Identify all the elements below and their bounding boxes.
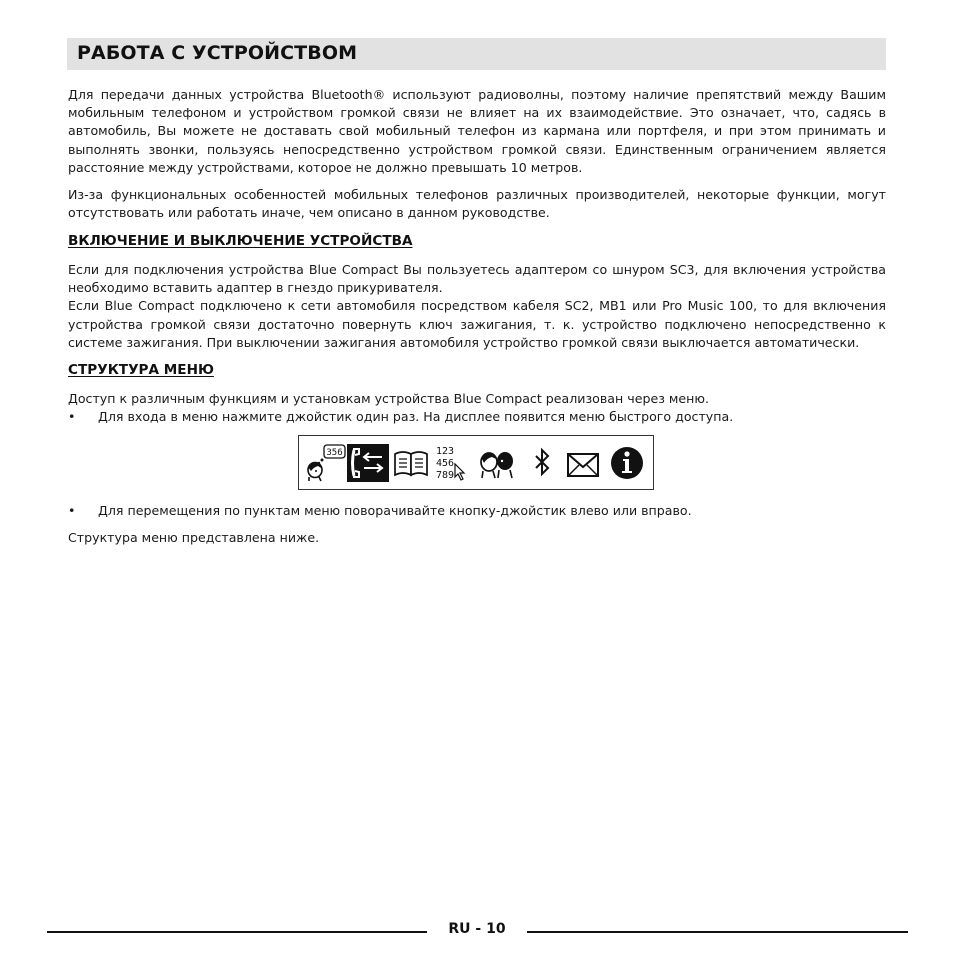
menu-display [298,435,654,490]
footer-rule-left [47,931,427,933]
call-log-icon [347,444,389,482]
bullet-text: Для входа в меню нажмите джойстик один раз. На дисплее появится меню быстрого доступа. [98,409,734,424]
page-number: RU - 10 [448,921,506,937]
bullet-symbol: • [68,503,76,518]
text-line: Доступ к различным функциям и установкам устройства Blue Compact реализован через меню. [68,391,709,406]
compat-paragraph [68,186,886,222]
voice-dial-icon [477,444,519,482]
bluetooth-icon [521,444,563,482]
bullet-symbol: • [68,409,76,424]
speed-dial-number: 356 [326,448,343,458]
text-line: Структура меню представлена ниже. [68,530,320,545]
text-line: системе зажигания. При выключении зажигания автомобиля устройство громкой связи выключается автоматически. [68,334,860,350]
text-line: необходимо вставить адаптер в гнездо прикуривателя. [68,280,443,296]
intro-paragraph [68,86,886,177]
section-heading-power: ВКЛЮЧЕНИЕ И ВЫКЛЮЧЕНИЕ УСТРОЙСТВА [68,233,413,249]
title-bar [67,38,886,70]
keypad-row: 123 [436,446,455,457]
text-line: устройства громкой связи достаточно повернуть ключ зажигания, т. к. устройство подключено непосредственно к [68,316,886,332]
message-icon [563,444,605,482]
text-line: Если Blue Compact подключено к сети автомобиля посредством кабеля SC2, MB1 или Pro Music 100, то для включения [68,298,886,314]
keypad-row: 456 [436,458,455,469]
phonebook-icon [391,444,433,482]
text-line: выполнять звонки, пользуясь непосредственно устройством громкой связи. Единственным ограничением является [68,141,886,157]
text-line: мобильным телефоном и устройством громкой связи не влияет на их взаимодействие. Это означает, что, садясь в [68,105,886,121]
power-paragraph [68,261,886,352]
text-line: расстояние между устройствами, которое не должно превышать 10 метров. [68,159,583,175]
footer-rule-right [527,931,908,933]
menu-outro-paragraph [68,529,886,547]
speed-dial-icon [305,444,347,482]
text-line: отсутствовать или работать иначе, чем описано в данном руководстве. [68,205,550,221]
section-heading-menu: СТРУКТУРА МЕНЮ [68,362,214,378]
page-title: РАБОТА С УСТРОЙСТВОМ [77,42,358,64]
text-line: Для передачи данных устройства Bluetooth® используют радиоволны, поэтому наличие препятствий между Вашим [68,87,886,102]
bullet-text: Для перемещения по пунктам меню поворачивайте кнопку-джойстик влево или вправо. [98,503,692,518]
text-line: автомобиль, Вы можете не доставать свой мобильный телефон из кармана или портфеля, и при этом принимать и [68,123,886,139]
keypad-dial-icon [433,444,475,482]
text-line: Из-за функциональных особенностей мобильных телефонов различных производителей, некоторые функции, могут [68,187,886,202]
text-line: Если для подключения устройства Blue Compact Вы пользуетесь адаптером со шнуром SC3, для включения устройства [68,262,886,277]
keypad-row: 789 [436,470,455,481]
info-icon [607,444,649,482]
menu-intro-paragraph [68,390,886,408]
